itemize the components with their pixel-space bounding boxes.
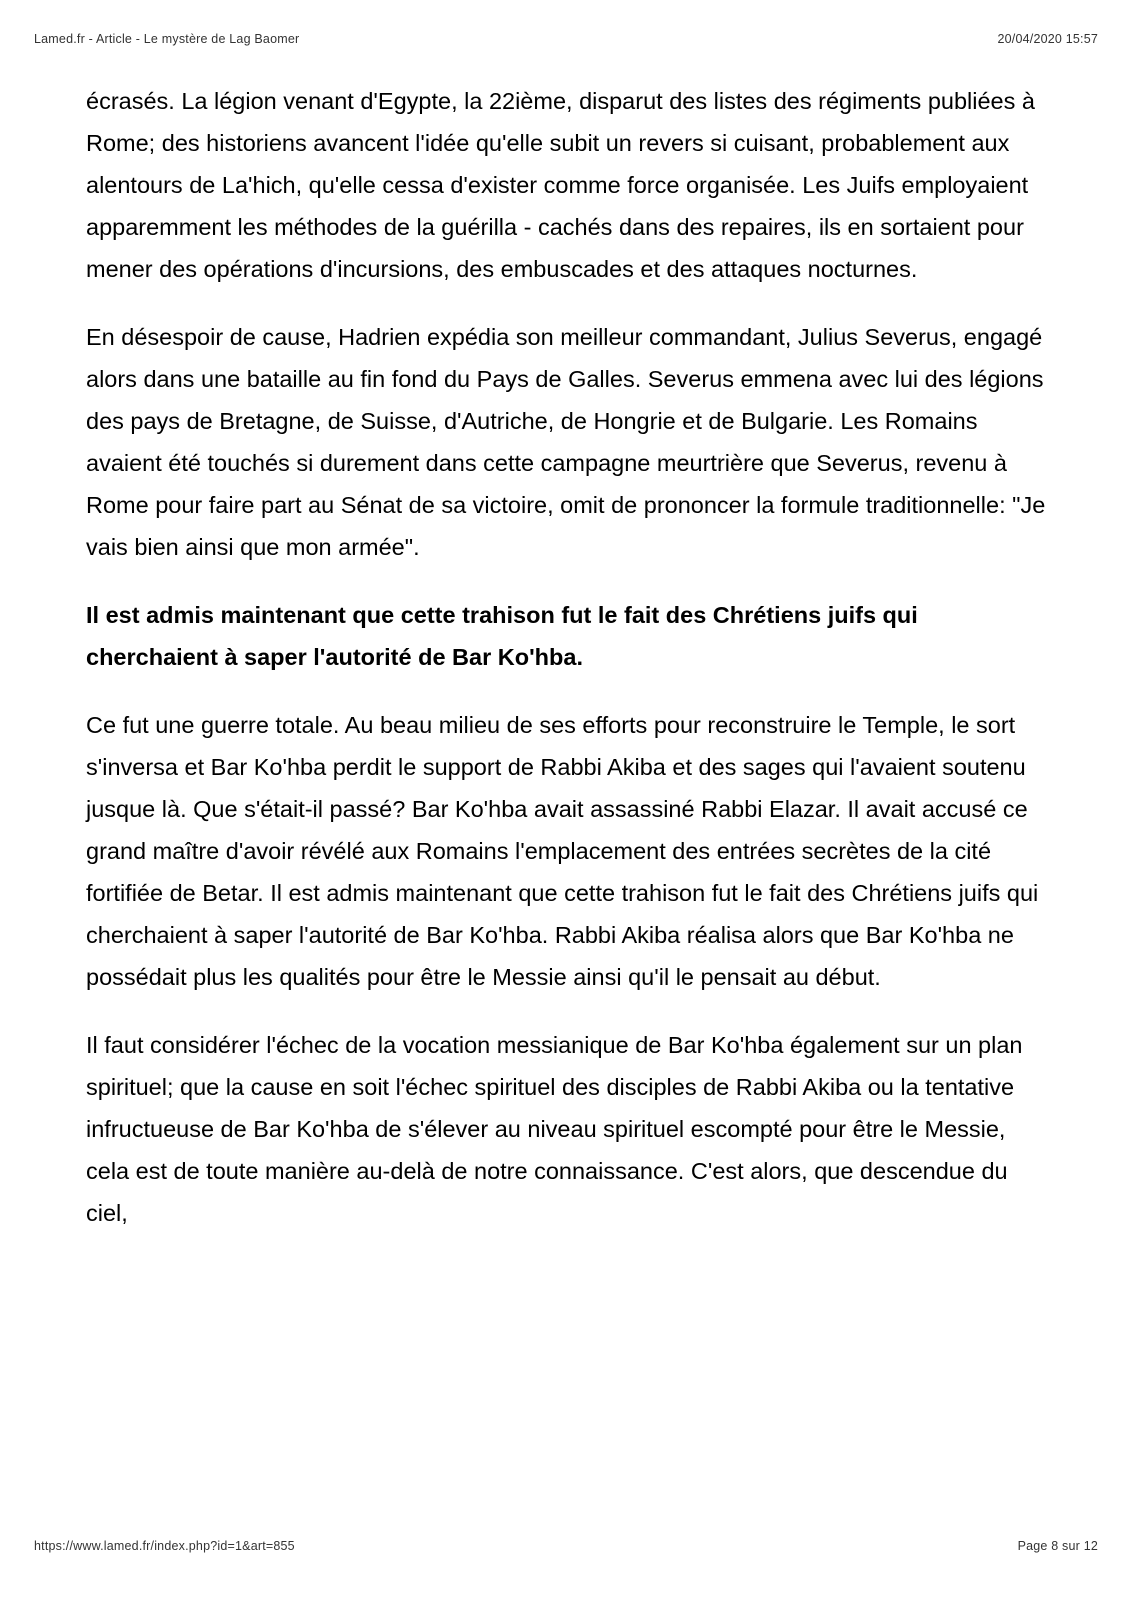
highlight-quote: Il est admis maintenant que cette trahison fut le fait des Chrétiens juifs qui cherchaient à saper l'autorité de Bar Ko'hba. <box>86 602 918 670</box>
print-header <box>34 32 1098 50</box>
document-title: Lamed.fr - Article - Le mystère de Lag Baomer <box>34 32 300 46</box>
paragraph: En désespoir de cause, Hadrien expédia son meilleur commandant, Julius Severus, engagé alors dans une bataille au fin fond du Pays de Galles. Severus emmena avec lui des légions des pays de Bretagne, de Suisse, d'Autriche, de Hongrie et de Bulgarie. Les Romains avaient été touchés si durement dans cette campagne meurtrière que Severus, revenu à Rome pour faire part au Sénat de sa victoire, omit de prononcer la formule traditionnelle: "Je vais bien ainsi que mon armée". <box>86 324 1046 560</box>
print-datetime: 20/04/2020 15:57 <box>997 32 1098 46</box>
page-number: Page 8 sur 12 <box>1017 1539 1098 1553</box>
paragraph: écrasés. La légion venant d'Egypte, la 22ième, disparut des listes des régiments publiées à Rome; des historiens avancent l'idée qu'elle subit un revers si cuisant, probablement aux alentours de La'hich, qu'elle cessa d'exister comme force organisée. Les Juifs employaient apparemment les méthodes de la guérilla - cachés dans des repaires, ils en sortaient pour mener des opérations d'incursions, des embuscades et des attaques nocturnes. <box>86 88 1035 282</box>
paragraph: Il faut considérer l'échec de la vocation messianique de Bar Ko'hba également sur un plan spirituel; que la cause en soit l'échec spirituel des disciples de Rabbi Akiba ou la tentative infructueuse de Bar Ko'hba de s'élever au niveau spirituel escompté pour être le Messie, cela est de toute manière au-delà de notre connaissance. C'est alors, que descendue du ciel, <box>86 1032 1023 1226</box>
print-footer <box>34 1539 1098 1557</box>
page-url: https://www.lamed.fr/index.php?id=1&art=855 <box>34 1539 295 1553</box>
paragraph: Ce fut une guerre totale. Au beau milieu de ses efforts pour reconstruire le Temple, le sort s'inversa et Bar Ko'hba perdit le support de Rabbi Akiba et des sages qui l'avaient soutenu jusque là. Que s'était-il passé? Bar Ko'hba avait assassiné Rabbi Elazar. Il avait accusé ce grand maître d'avoir révélé aux Romains l'emplacement des entrées secrètes de la cité fortifiée de Betar. Il est admis maintenant que cette trahison fut le fait des Chrétiens juifs qui cherchaient à saper l'autorité de Bar Ko'hba. Rabbi Akiba réalisa alors que Bar Ko'hba ne possédait plus les qualités pour être le Messie ainsi qu'il le pensait au début. <box>86 712 1039 990</box>
article-body <box>86 80 1046 1260</box>
